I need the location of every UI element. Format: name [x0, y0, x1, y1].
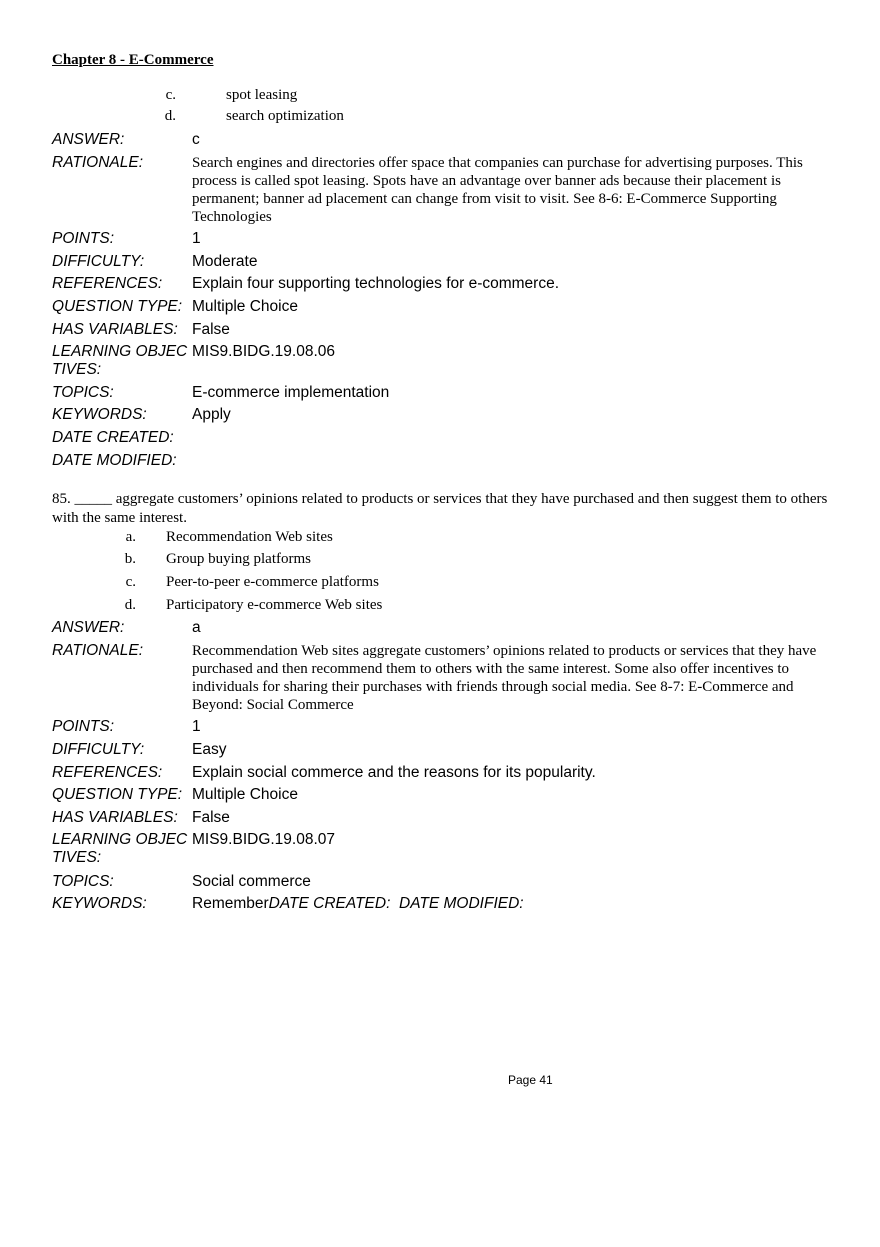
option-text: Recommendation Web sites — [166, 529, 333, 545]
learning-objectives-value: MIS9.BIDG.19.08.06 — [192, 343, 336, 360]
keywords-line — [192, 895, 524, 913]
answer-label: ANSWER: — [52, 619, 125, 636]
keywords-value: Remember — [192, 895, 269, 912]
question-type-label: QUESTION TYPE: — [52, 786, 183, 803]
option-text: search optimization — [226, 108, 344, 124]
points-value: 1 — [192, 718, 201, 735]
question-type-value: Multiple Choice — [192, 786, 298, 803]
points-label: POINTS: — [52, 718, 115, 735]
references-value: Explain four supporting technologies for e-commerce. — [192, 275, 560, 292]
difficulty-label: DIFFICULTY: — [52, 253, 145, 270]
date-created-label: DATE CREATED: — [268, 895, 391, 912]
learning-objectives-label: LEARNING OBJEC — [52, 343, 188, 360]
topics-label: TOPICS: — [52, 873, 114, 890]
learning-objectives-label-cont: TIVES: — [52, 849, 102, 866]
option-text: Peer-to-peer e-commerce platforms — [166, 574, 379, 590]
option-letter: b. — [124, 551, 136, 567]
answer-value: c — [192, 131, 200, 148]
difficulty-value: Moderate — [192, 253, 258, 270]
date-modified-label: DATE MODIFIED: — [399, 895, 524, 912]
answer-value: a — [192, 619, 201, 636]
points-value: 1 — [192, 230, 201, 247]
difficulty-label: DIFFICULTY: — [52, 741, 145, 758]
learning-objectives-label: LEARNING OBJEC — [52, 831, 188, 848]
option-letter: d. — [164, 108, 176, 124]
topics-value: E-commerce implementation — [192, 384, 390, 401]
rationale-label: RATIONALE: — [52, 154, 144, 171]
rationale-text: Recommendation Web sites aggregate customers’ opinions related to products or services that they have purchased and then recommend them to others with the same interest. Some also offer incentives to individuals for sharing their purchases with friends through social media. See 8-7: E-Commerce and Beyond: Social Commerce — [192, 643, 817, 713]
keywords-label: KEYWORDS: — [52, 895, 147, 912]
has-variables-label: HAS VARIABLES: — [52, 321, 178, 338]
references-label: REFERENCES: — [52, 275, 163, 292]
topics-value: Social commerce — [192, 873, 311, 890]
has-variables-value: False — [192, 809, 230, 826]
rationale-label: RATIONALE: — [52, 642, 144, 659]
has-variables-value: False — [192, 321, 230, 338]
has-variables-label: HAS VARIABLES: — [52, 809, 178, 826]
question-stem: 85. _____ aggregate customers’ opinions related to products or services that they have purchased and then suggest them to others with the same interest. — [52, 491, 828, 526]
question-type-label: QUESTION TYPE: — [52, 298, 183, 315]
learning-objectives-label-cont: TIVES: — [52, 361, 102, 378]
learning-objectives-value: MIS9.BIDG.19.08.07 — [192, 831, 336, 848]
option-letter: a. — [125, 529, 136, 545]
option-text: Participatory e-commerce Web sites — [166, 597, 383, 613]
option-text: spot leasing — [226, 87, 298, 103]
option-letter: d. — [124, 597, 136, 613]
references-label: REFERENCES: — [52, 764, 163, 781]
keywords-label: KEYWORDS: — [52, 406, 147, 423]
keywords-value: Apply — [192, 406, 231, 423]
option-letter: c. — [125, 574, 136, 590]
difficulty-value: Easy — [192, 741, 227, 758]
rationale-text: Search engines and directories offer space that companies can purchase for advertising purposes. This process is called spot leasing. Spots have an advantage over banner ads because their placement is permanent; banner ad placement can change from visit to visit. See 8-6: E-Commerce Supporting Technologies — [192, 155, 803, 225]
page-number: Page 41 — [508, 1073, 553, 1087]
topics-label: TOPICS: — [52, 384, 114, 401]
points-label: POINTS: — [52, 230, 115, 247]
chapter-title: Chapter 8 - E-Commerce — [52, 52, 214, 68]
option-letter: c. — [165, 87, 176, 103]
answer-label: ANSWER: — [52, 131, 125, 148]
option-text: Group buying platforms — [166, 551, 311, 567]
references-value: Explain social commerce and the reasons for its popularity. — [192, 764, 596, 781]
question-type-value: Multiple Choice — [192, 298, 298, 315]
date-created-label: DATE CREATED: — [52, 429, 174, 446]
date-modified-label: DATE MODIFIED: — [52, 452, 177, 469]
